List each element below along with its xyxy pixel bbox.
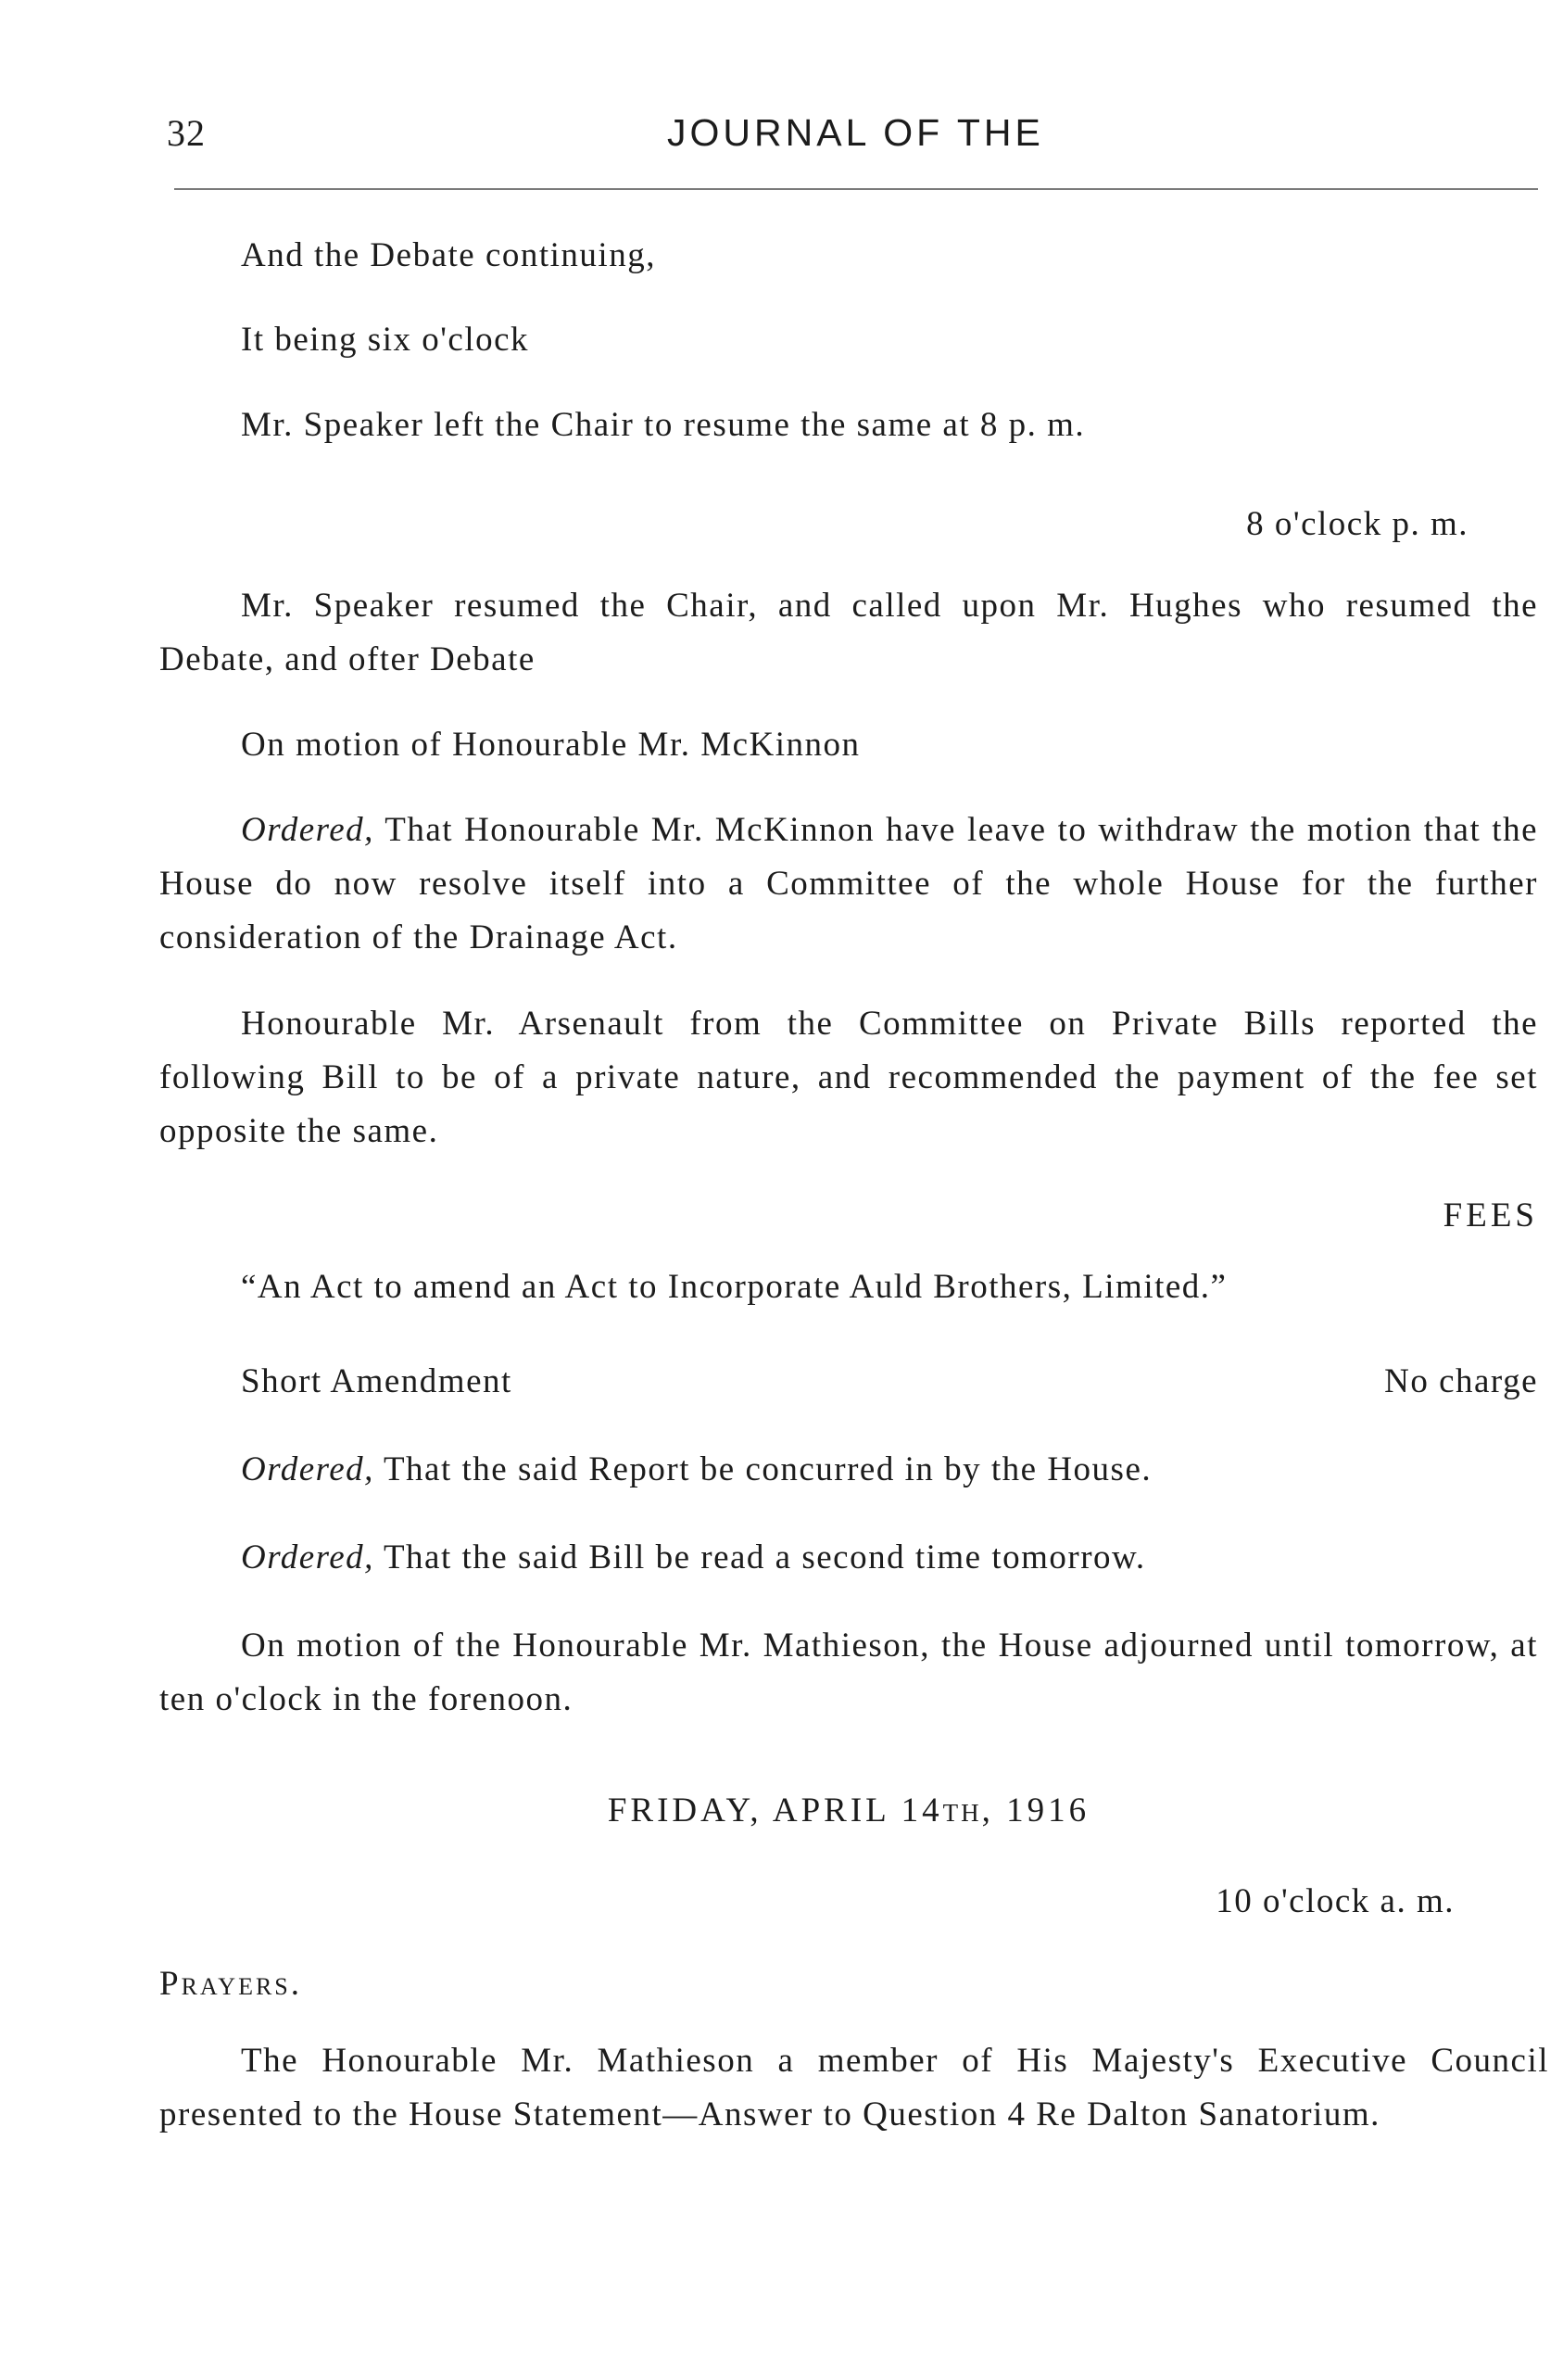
paragraph-debate-continuing: And the Debate continuing, <box>241 236 656 274</box>
ordered-text: That the said Report be concurred in by the House. <box>373 1450 1153 1488</box>
ordered-text: That Honourable Mr. McKinnon have leave to withdraw the motion that the House do now resolve itself into a Committee of the whole House for the further consideration of the Drainage Act. <box>159 811 1538 956</box>
page-header <box>167 111 1538 176</box>
paragraph-statement-presented: The Honourable Mr. Mathieson a member of His Majesty's Executive Council presented to the House Statement—Answer to Question 4 Re Dalton Sanatorium. <box>159 2042 1549 2133</box>
running-head: JOURNAL OF THE <box>667 111 1044 154</box>
header-rule <box>174 188 1538 190</box>
paragraph-private-bills-report: Honourable Mr. Arsenault from the Committee on Private Bills reported the following Bill to be of a private nature, and recommended the payment of the fee set opposite the same. <box>159 1005 1538 1150</box>
ordered-label: Ordered, <box>241 1450 374 1488</box>
paragraph-six-oclock: It being six o'clock <box>241 321 530 359</box>
ordered-text: That the said Bill be read a second time tomorrow. <box>373 1538 1146 1576</box>
page-number: 32 <box>167 112 206 154</box>
date-heading-prefix: FRIDAY, APRIL 14 <box>607 1791 943 1829</box>
date-heading-suffix: TH <box>942 1799 982 1827</box>
bill-title: “An Act to amend an Act to Incorporate Auld Brothers, Limited.” <box>241 1268 1228 1306</box>
time-8pm: 8 o'clock p. m. <box>1246 505 1468 543</box>
amendment-label: Short Amendment <box>241 1362 512 1400</box>
time-10am: 10 o'clock a. m. <box>1216 1882 1455 1920</box>
amendment-fee: No charge <box>1384 1362 1538 1400</box>
amendment-row <box>241 1355 1538 1409</box>
paragraph-ordered-concurred <box>159 1443 1538 1497</box>
paragraph-ordered-second-reading <box>159 1531 1538 1585</box>
date-heading-year: , 1916 <box>981 1791 1090 1829</box>
paragraph-speaker-left: Mr. Speaker left the Chair to resume the same at 8 p. m. <box>241 406 1086 444</box>
fees-heading: FEES <box>1443 1196 1538 1234</box>
prayers-heading: Prayers. <box>159 1965 303 2003</box>
paragraph-speaker-resumed: Mr. Speaker resumed the Chair, and called upon Mr. Hughes who resumed the Debate, and ofter Debate <box>159 587 1538 678</box>
paragraph-adjourned: On motion of the Honourable Mr. Mathieson, the House adjourned until tomorrow, at ten o'clock in the forenoon. <box>159 1627 1538 1718</box>
paragraph-ordered-withdraw <box>159 804 1538 965</box>
paragraph-motion-mckinnon: On motion of Honourable Mr. McKinnon <box>241 726 861 764</box>
ordered-label: Ordered, <box>241 1538 374 1576</box>
date-heading <box>159 1784 1538 1840</box>
ordered-label: Ordered, <box>241 811 374 849</box>
